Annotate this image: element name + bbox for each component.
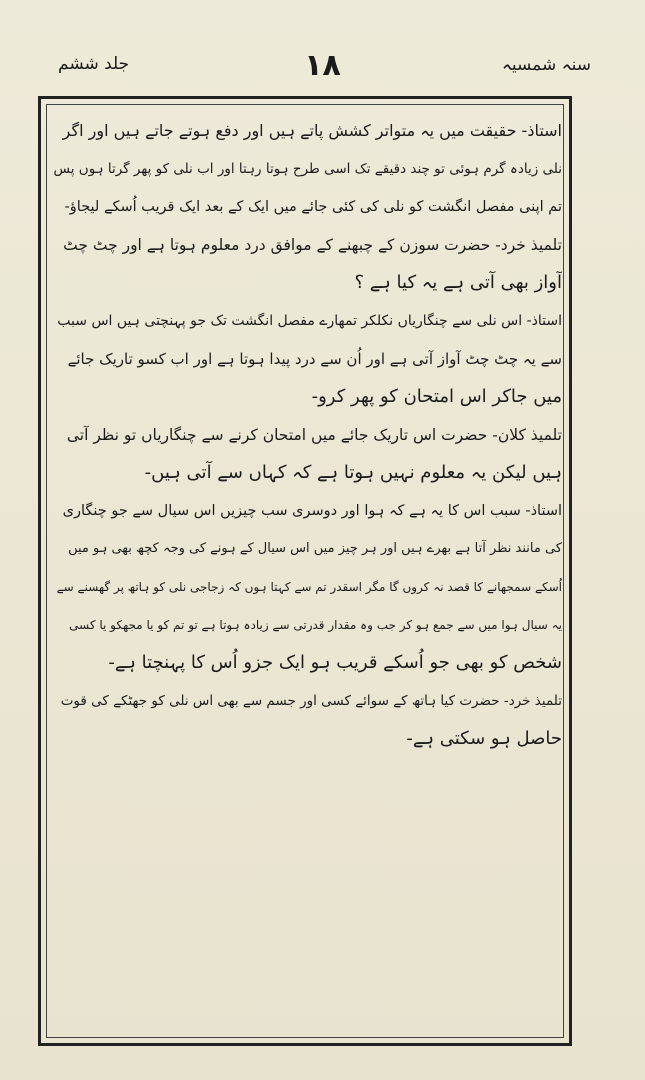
text-line: یہ سیال ہوا میں سے جمع ہو کر جب وہ مقدار قدرتی سے زیادہ ہوتا ہے تو تم کو یا مجھکو یا کسی	[69, 618, 562, 632]
text-line: استاذ- اس نلی سے چنگاریاں نکلکر تمھارے مفصل انگشت تک جو پہنچتی ہیں اس سبب	[57, 313, 562, 329]
text-line: شخص کو بھی جو اُسکے قریب ہو ایک جزو اُس کا پہنچتا ہے-	[108, 652, 562, 673]
text-line: ہیں لیکن یہ معلوم نہیں ہوتا ہے کہ کہاں سے آتی ہیں-	[144, 462, 562, 483]
header-left-text: جلد ششم	[58, 54, 130, 74]
text-line: استاذ- حقیقت میں یہ متواتر کشش پاتے ہیں اور دفع ہوتے جاتے ہیں اور اگر	[62, 121, 562, 140]
text-line: میں جاکر اس امتحان کو پھر کرو-	[311, 386, 562, 407]
text-line: نلی زیادہ گرم ہوئی تو چند دقیقے تک اسی طرح ہوتا رہتا اور اب نلی کو پھر گرتا ہوں پس	[53, 161, 562, 177]
running-head	[40, 50, 605, 90]
text-line: سے یہ چٹ چٹ آواز آتی ہے اور اُن سے درد پیدا ہوتا ہے اور اب کسو تاریک جائے	[67, 350, 562, 368]
text-line: استاذ- سبب اس کا یہ ہے کہ ہوا اور دوسری سب چیزیں اس سیال سے جو چنگاری	[62, 503, 562, 519]
text-line: تم اپنی مفصل انگشت کو نلی کی کئی جائے میں ایک کے بعد ایک قریب اُسکے لیجاؤ-	[64, 199, 562, 215]
text-line: حاصل ہو سکتی ہے-	[406, 728, 562, 749]
text-line: اُسکے سمجھانے کا قصد نہ کروں گا مگر اسقدر تم سے کہتا ہوں کہ زجاجی نلی کو ہاتھ پر گھسنے سے	[56, 580, 562, 594]
header-right-text: سنہ شمسیہ	[501, 55, 591, 75]
body-text	[52, 112, 562, 758]
text-line: تلمیذ کلان- حضرت اس تاریک جائے میں امتحان کرنے سے چنگاریاں تو نظر آتی	[66, 426, 562, 444]
text-line: تلمیذ خرد- حضرت کیا ہاتھ کے سوائے کسی اور جسم سے بھی اس نلی کو جھٹکے کی قوت	[60, 693, 562, 709]
text-line: تلمیذ خرد- حضرت سوزن کے چبھنے کے موافق درد معلوم ہوتا ہے اور چٹ چٹ	[63, 236, 562, 254]
text-line: کی مانند نظر آتا ہے بھرے ہیں اور ہر چیز میں اس سیال کے ہونے کی وجہ کچھ بھی ہو میں	[68, 541, 562, 556]
text-line: آواز بھی آتی ہے یہ کیا ہے ؟	[354, 272, 562, 293]
page-number: ۱۸	[304, 48, 341, 83]
